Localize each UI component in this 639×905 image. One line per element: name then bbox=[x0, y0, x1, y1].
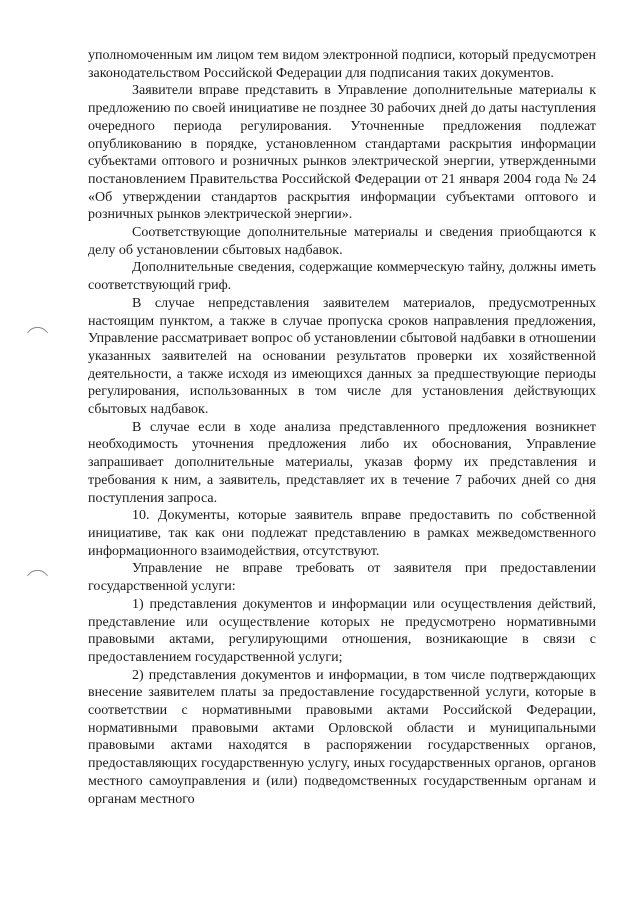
paragraph-9: 1) представления документов и информации или осуществления действий, представление или осуществление которых не предусмотрено нормативными правовыми актами, регулирующими отношения, возникающие в связи с предоставлением государственной услуги; bbox=[88, 596, 596, 665]
punch-hole-mark-upper bbox=[27, 322, 48, 343]
paragraph-10: 2) представления документов и информации, в том числе подтверждающих внесение заявителем платы за предоставление государственной услуги, которые в соответствии с нормативными правовыми актами Российской Федерации, нормативными правовыми актами Орловской области и муниципальными правовыми актами находятся в распоряжении государственных органов, предоставляющих государственную услугу, иных государственных органов, органов местного самоуправления и (или) подведомственных государственным органам и органам местного bbox=[88, 667, 596, 807]
paragraph-8: Управление не вправе требовать от заявителя при предоставлении государственной услуги: bbox=[88, 561, 596, 595]
paragraph-7: 10. Документы, которые заявитель вправе предоставить по собственной инициативе, так как они подлежат представлению в рамках межведомственного информационного взаимодействия, отсутствуют. bbox=[88, 508, 596, 559]
punch-hole-mark-lower bbox=[27, 565, 48, 586]
paragraph-2: Заявители вправе представить в Управление дополнительные материалы к предложению по своей инициативе не позднее 30 рабочих дней до даты наступления очередного периода регулирования. Уточненные предложения подлежат опубликованию в порядке, установленном стандартами раскрытия информации субъектами оптового и розничных рынков электрической энергии, утвержденными постановлением Правительства Российской Федерации от 21 января 2004 года № 24 «Об утверждении стандартов раскрытия информации субъектами оптового и розничных рынков электрической энергии». bbox=[88, 83, 596, 223]
paragraph-6: В случае если в ходе анализа представленного предложения возникнет необходимость уточнения предложения либо их обоснования, Управление запрашивает дополнительные материалы, указав форму их представления и требования к ним, а заявитель, представляет их в течение 7 рабочих дней со дня поступления запроса. bbox=[88, 419, 596, 506]
paragraph-1: уполномоченным им лицом тем видом электронной подписи, который предусмотрен законодательством Российской Федерации для подписания таких документов. bbox=[88, 48, 596, 81]
paragraph-5: В случае непредставления заявителем материалов, предусмотренных настоящим пунктом, а также в случае пропуска сроков направления предложения, Управление рассматривает вопрос об установлении сбытовой надбавки в отношении указанных заявителей на основании результатов проверки их хозяйственной деятельности, а также исходя из имеющихся данных за предшествующие периоды регулирования, использованных в том числе для установления действующих сбытовых надбавок. bbox=[88, 295, 596, 418]
document-page bbox=[88, 47, 596, 808]
paragraph-3: Соответствующие дополнительные материалы и сведения приобщаются к делу об установлении сбытовых надбавок. bbox=[88, 225, 596, 258]
paragraph-4: Дополнительные сведения, содержащие коммерческую тайну, должны иметь соответствующий гриф. bbox=[88, 260, 596, 294]
